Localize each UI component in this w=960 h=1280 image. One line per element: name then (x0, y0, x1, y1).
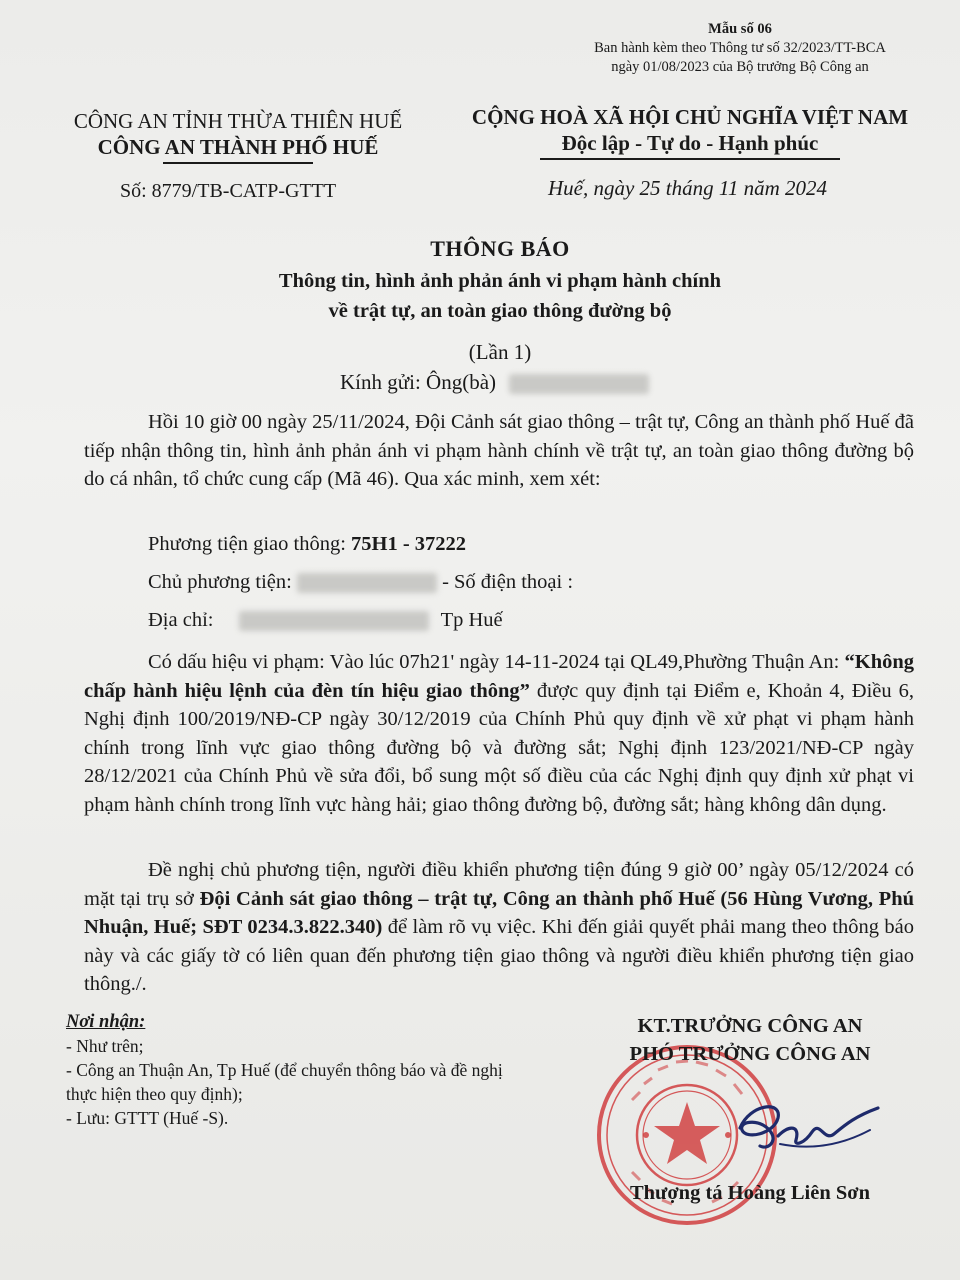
signature-block (580, 1012, 920, 1068)
vehicle-line (84, 530, 914, 559)
owner-line (84, 568, 914, 597)
violation-prefix: Có dấu hiệu vi phạm: Vào lúc 07h21' ngày 14-11-2024 tại QL49,Phường Thuận An: (148, 651, 845, 673)
request-suffix: để làm rõ vụ việc. Khi đến giải quyết phải mang theo thông báo này và các giấy tờ có liên quan đến phương tiện giao thông và người điều khiển phương tiện giao thông./. (84, 916, 915, 995)
owner-label: Chủ phương tiện: (148, 571, 297, 593)
intro-text: Hồi 10 giờ 00 ngày 25/11/2024, Đội Cảnh sát giao thông – trật tự, Công an thành phố Huế đã tiếp nhận thông tin, hình ảnh phản ánh vi phạm hành chính về trật tự, an toàn giao thông đường bộ do cá nhân, tổ chức cung cấp (Mã 46). Qua xác minh, xem xét: (84, 411, 914, 490)
subtitle-line2: về trật tự, an toàn giao thông đường bộ (328, 300, 672, 322)
agency-province: CÔNG AN TỈNH THỪA THIÊN HUẾ (73, 109, 403, 133)
motto-underline (540, 158, 840, 160)
document-title: THÔNG BÁO (430, 236, 570, 261)
violation-paragraph (84, 648, 914, 819)
vehicle-plate: 75H1 - 37222 (351, 533, 467, 555)
signer-title: PHÓ TRƯỞNG CÔNG AN (629, 1043, 871, 1065)
redacted-address (239, 611, 429, 631)
greeting-line (340, 370, 649, 395)
document-subtitle (0, 266, 960, 326)
address-line (84, 606, 914, 635)
intro-paragraph (84, 408, 914, 494)
redacted-owner (297, 573, 437, 593)
national-motto: Độc lập - Tự do - Hạnh phúc (561, 131, 819, 155)
agency-city: CÔNG AN THÀNH PHỐ HUẾ (97, 135, 379, 159)
recipient-item: - Công an Thuận An, Tp Huế (để chuyển thông báo và đề nghị thực hiện theo quy định); (66, 1060, 503, 1104)
request-prefix: Đề nghị chủ phương tiện, người điều khiển phương tiện đúng 9 giờ 00’ ngày 05/12/2024 có mặt tại trụ sở (84, 859, 914, 910)
signer-authority: KT.TRƯỞNG CÔNG AN (637, 1015, 863, 1037)
recipient-item: - Như trên; (66, 1036, 144, 1056)
violation-quote: “Không chấp hành hiệu lệnh của đèn tín hiệu giao thông” (84, 651, 914, 702)
form-code: Mẫu số 06 (708, 21, 772, 37)
subtitle-line1: Thông tin, hình ảnh phản ánh vi phạm hành chính (278, 270, 722, 292)
address-city: Tp Huế (440, 609, 503, 631)
form-issued-line2: ngày 01/08/2023 của Bộ trưởng Bộ Công an (611, 59, 869, 75)
request-office: Đội Cảnh sát giao thông – trật tự, Công an thành phố Huế (56 Hùng Vương, Phú Nhuận, Huế; SĐT 0234.3.822.340) (84, 887, 914, 938)
phone-label: - Số điện thoại : (436, 571, 574, 593)
address-label: Địa chỉ: (148, 609, 219, 631)
redacted-name (509, 374, 649, 394)
document-date: Huế, ngày 25 tháng 11 năm 2024 (548, 176, 827, 200)
vehicle-label: Phương tiện giao thông: (148, 533, 352, 555)
greeting-text: Kính gửi: Ông(bà) (340, 370, 497, 394)
signer-name: Thượng tá Hoàng Liên Sơn (629, 1182, 871, 1204)
recipients-block (66, 1010, 526, 1130)
document-number: Số: 8779/TB-CATP-GTTT (120, 180, 337, 202)
national-header (440, 104, 940, 160)
recipients-label: Nơi nhận: (66, 1012, 146, 1032)
handwritten-signature-icon (720, 1090, 890, 1170)
attempt-number: (Lần 1) (468, 340, 532, 364)
agency-underline (163, 162, 313, 164)
request-paragraph (84, 856, 914, 999)
issuing-agency (48, 108, 428, 164)
recipient-item: - Lưu: GTTT (Huế -S). (66, 1108, 229, 1128)
violation-suffix: được quy định tại Điểm e, Khoản 4, Điều 6, Nghị định 100/2019/NĐ-CP ngày 30/12/2019 của Chính Phủ quy định về xử phạt vi phạm hành chính trong lĩnh vực giao thông đường bộ và đường sắt; Nghị định 123/2021/NĐ-CP ngày 28/12/2021 của Chính Phủ về sửa đổi, bổ sung một số điều của các Nghị định quy định xử phạt vi phạm hành chính trong lĩnh vực hàng hải; giao thông đường bộ, đường sắt; hàng không dân dụng. (84, 679, 914, 816)
form-issued-line1: Ban hành kèm theo Thông tư số 32/2023/TT-BCA (594, 40, 886, 56)
form-code-block (560, 20, 920, 77)
country-name: CỘNG HOÀ XÃ HỘI CHỦ NGHĨA VIỆT NAM (471, 105, 909, 129)
